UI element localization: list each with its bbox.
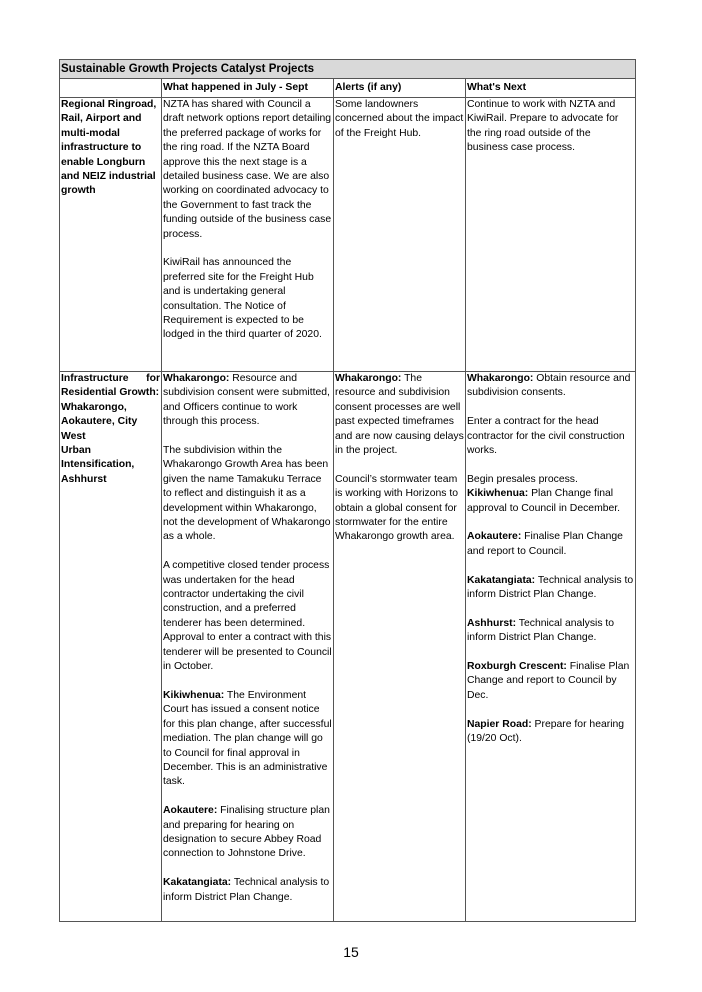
paragraph bbox=[335, 372, 464, 458]
paragraph-text: Technical analysis to inform District Plan Change. bbox=[467, 574, 634, 601]
paragraph-text: Finalise Plan Change and report to Council. bbox=[467, 531, 623, 557]
paragraph bbox=[163, 372, 332, 430]
paragraph-text: Technical analysis to inform District Plan Change. bbox=[467, 617, 615, 644]
paragraph-text: The resource and subdivision consent processes are well past expected timeframes and are now causing delays in the project. bbox=[335, 373, 464, 457]
table-title: Sustainable Growth Projects Catalyst Projects bbox=[60, 60, 636, 79]
paragraph: Council’s stormwater team is working with Horizons to obtain a global consent for stormwater for the entire Whakarongo growth area. bbox=[335, 473, 458, 543]
catalyst-projects-table bbox=[59, 59, 636, 922]
paragraph bbox=[467, 660, 634, 703]
project-name-line: Urban Intensification, Ashhurst bbox=[61, 445, 135, 485]
paragraph-label: Whakarongo: bbox=[467, 373, 534, 384]
paragraph-label: Kakatangiata: bbox=[163, 877, 232, 889]
paragraph-label: Kikiwhenua: bbox=[467, 488, 529, 500]
paragraph-text: Finalise Plan Change and report to Council by Dec. bbox=[467, 661, 630, 701]
project-name: Regional Ringroad, Rail, Airport and multi-modal infrastructure to enable Longburn and NEIZ industrial growth bbox=[60, 98, 162, 372]
paragraph: The subdivision within the Whakarongo Growth Area has been given the name Tamakuku Terrace to reflect and distinguish it as a development within Whakarongo, not the development of Whakarongo as a whole. bbox=[163, 445, 331, 543]
paragraph: NZTA has shared with Council a draft network options report detailing the preferred package of works for the ring road. If the NZTA Board approve this the next stage is a detailed business case. We are also working on coordinated advocacy to the Government to fast track the funding outside of the business case process. bbox=[163, 99, 332, 240]
paragraph bbox=[467, 530, 634, 559]
project-name-word: for bbox=[146, 373, 160, 384]
alerts-cell: Some landowners concerned about the impact of the Freight Hub. bbox=[334, 98, 466, 372]
paragraph bbox=[163, 804, 332, 862]
paragraph-label: Napier Road: bbox=[467, 718, 532, 730]
paragraph bbox=[467, 617, 634, 646]
paragraph bbox=[467, 718, 634, 747]
paragraph bbox=[467, 574, 634, 603]
project-name-word: Infrastructure bbox=[61, 373, 129, 384]
paragraph: A competitive closed tender process was undertaken for the head contractor undertaking the civil construction, and a preferred tenderer has been determined. Approval to enter a contract with this tenderer will be presented to Council in October. bbox=[163, 560, 332, 673]
table-row bbox=[60, 98, 636, 372]
alerts-cell bbox=[334, 372, 466, 922]
paragraph-text: Finalising structure plan and preparing for hearing on designation to secure Abbey Road connection to Johnstone Drive. bbox=[163, 805, 330, 860]
paragraph-label: Aokautere: bbox=[163, 805, 218, 817]
paragraph bbox=[467, 487, 634, 516]
paragraph-label: Kakatangiata: bbox=[467, 574, 536, 586]
header-row bbox=[60, 79, 636, 98]
paragraph-label: Whakarongo: bbox=[163, 373, 230, 384]
whats-next-cell: Continue to work with NZTA and KiwiRail. Prepare to advocate for the ring road outside of the business case process. bbox=[466, 98, 636, 372]
paragraph-label: Aokautere: bbox=[467, 531, 522, 543]
what-happened-cell bbox=[162, 372, 334, 922]
paragraph: Begin presales process. bbox=[467, 473, 578, 485]
paragraph-text: Prepare for hearing (19/20 Oct). bbox=[467, 718, 625, 745]
paragraph-label: Roxburgh Crescent: bbox=[467, 661, 567, 673]
paragraph-label: Kikiwhenua: bbox=[163, 689, 225, 701]
paragraph-text: The Environment Court has issued a consent notice for this plan change, after successful mediation. The plan change will go to Council for final approval in December. This is an administrative task. bbox=[163, 689, 332, 788]
paragraph bbox=[467, 372, 634, 401]
paragraph-label: Ashhurst: bbox=[467, 617, 517, 629]
paragraph-text: Obtain resource and subdivision consents. bbox=[467, 373, 631, 399]
paragraph bbox=[163, 689, 332, 790]
table-row bbox=[60, 372, 636, 922]
paragraph: Enter a contract for the head contractor for the civil construction works. bbox=[467, 416, 625, 457]
header-what-happened: What happened in July - Sept bbox=[162, 79, 334, 98]
paragraph-text: Technical analysis to inform District Plan Change. bbox=[163, 877, 330, 903]
project-name-line: Residential Growth: Whakarongo, Aokautere, City West bbox=[61, 387, 160, 442]
page-number: 15 bbox=[343, 944, 359, 960]
project-name-line bbox=[61, 372, 160, 386]
header-whats-next: What's Next bbox=[466, 79, 636, 98]
paragraph-text: Plan Change final approval to Council in December. bbox=[467, 488, 621, 514]
paragraph: KiwiRail has announced the preferred site for the Freight Hub and is undertaking general consultation. The Notice of Requirement is expected to be lodged in the third quarter of 2020. bbox=[163, 257, 322, 341]
paragraph-label: Whakarongo: bbox=[335, 373, 402, 384]
project-name bbox=[60, 372, 162, 922]
header-project bbox=[60, 79, 162, 98]
paragraph-text: Resource and subdivision consent were submitted, and Officers continue to work through this process. bbox=[163, 373, 330, 428]
header-alerts: Alerts (if any) bbox=[334, 79, 466, 98]
paragraph bbox=[163, 876, 332, 905]
what-happened-cell bbox=[162, 98, 334, 372]
whats-next-cell bbox=[466, 372, 636, 922]
